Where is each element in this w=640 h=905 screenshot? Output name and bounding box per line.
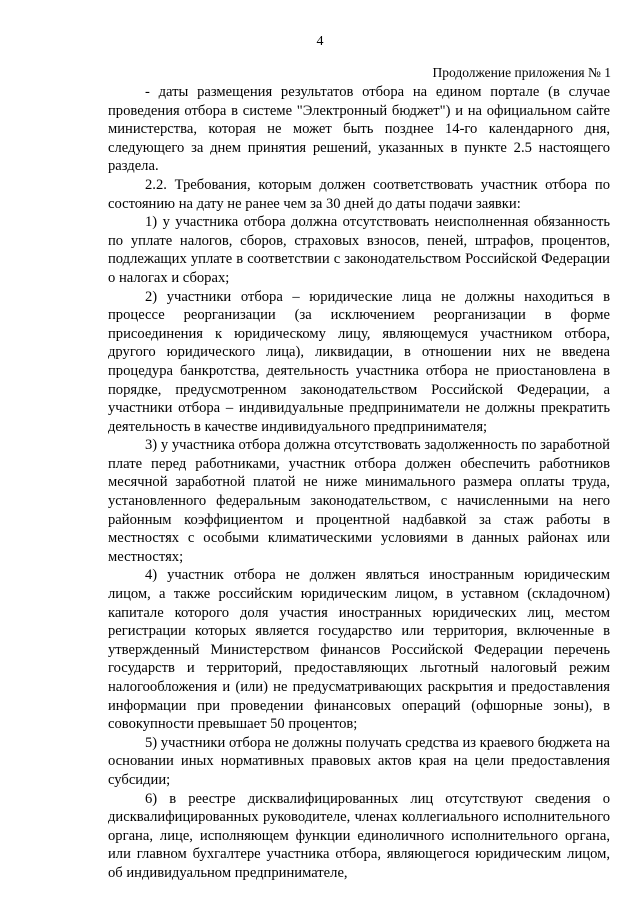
paragraph-requirement-4: 4) участник отбора не должен являться иностранным юридическим лицом, а также российским юридическим лицом, в уставном (складочном) капитале которого доля участия иностранных юридических лиц, местом регистрации которых является государство или территория, включенные в утвержденный Министерством финансов Российской Федерации перечень государств и территорий, предоставляющих льготный налоговый режим налогообложения и (или) не предусматривающих раскрытия и предоставления информации при проведении финансовых операций (офшорные зоны), в совокупности превышает 50 процентов;: [108, 567, 610, 733]
page-number: 4: [316, 34, 324, 49]
paragraph-requirement-3: 3) у участника отбора должна отсутствовать задолженность по заработной плате перед работниками, участник отбора должен обеспечить работников месячной заработной платой не ниже минимального размера оплаты труда, установленного федеральным законодательством, с начисленными на него районным коэффициентом и процентной надбавкой за стаж работы в местностях с особыми климатическими условиями в данных районах или местностях;: [108, 437, 610, 565]
paragraph-requirement-1: 1) у участника отбора должна отсутствовать неисполненная обязанность по уплате налогов, сборов, страховых взносов, пеней, штрафов, процентов, подлежащих уплате в соответствии с законодательством Российской Федерации о налогах и сборах;: [108, 214, 610, 286]
paragraph-requirement-5: 5) участники отбора не должны получать средства из краевого бюджета на основании иных нормативных правовых актов края на цели предоставления субсидии;: [108, 734, 611, 788]
paragraph-requirement-2: 2) участники отбора – юридические лица не должны находиться в процессе реорганизации (за исключением реорганизации в форме присоединения к юридическому лицу, являющемуся участником отбора, другого юридического лица), ликвидации, в отношении них не введена процедура банкротства, деятельность участника отбора не приостановлена в порядке, предусмотренном законодательством Российской Федерации, а участники отбора – индивидуальные предприниматели не должны прекратить деятельность в качестве индивидуального предпринимателя;: [108, 288, 610, 435]
document-body: [108, 83, 610, 883]
paragraph-requirement-6: 6) в реестре дисквалифицированных лиц отсутствуют сведения о дисквалифицированных руководителе, членах коллегиального исполнительного органа, лице, исполняющем функции единоличного исполнительного органа, или главном бухгалтере участника отбора, являющегося юридическим лицом, об индивидуальном предпринимателе,: [108, 790, 610, 881]
paragraph-requirements-intro: 2.2. Требования, которым должен соответствовать участник отбора по состоянию на дату не ранее чем за 30 дней до даты подачи заявки:: [108, 176, 610, 212]
paragraph-results-date: - даты размещения результатов отбора на едином портале (в случае проведения отбора в системе "Электронный бюджет") и на официальном сайте министерства, которая не может быть позднее 14-го календарного дня, следующего за днем принятия решений, указанных в пункте 2.5 настоящего раздела.: [108, 84, 610, 175]
appendix-continuation-note: Продолжение приложения № 1: [432, 65, 611, 80]
